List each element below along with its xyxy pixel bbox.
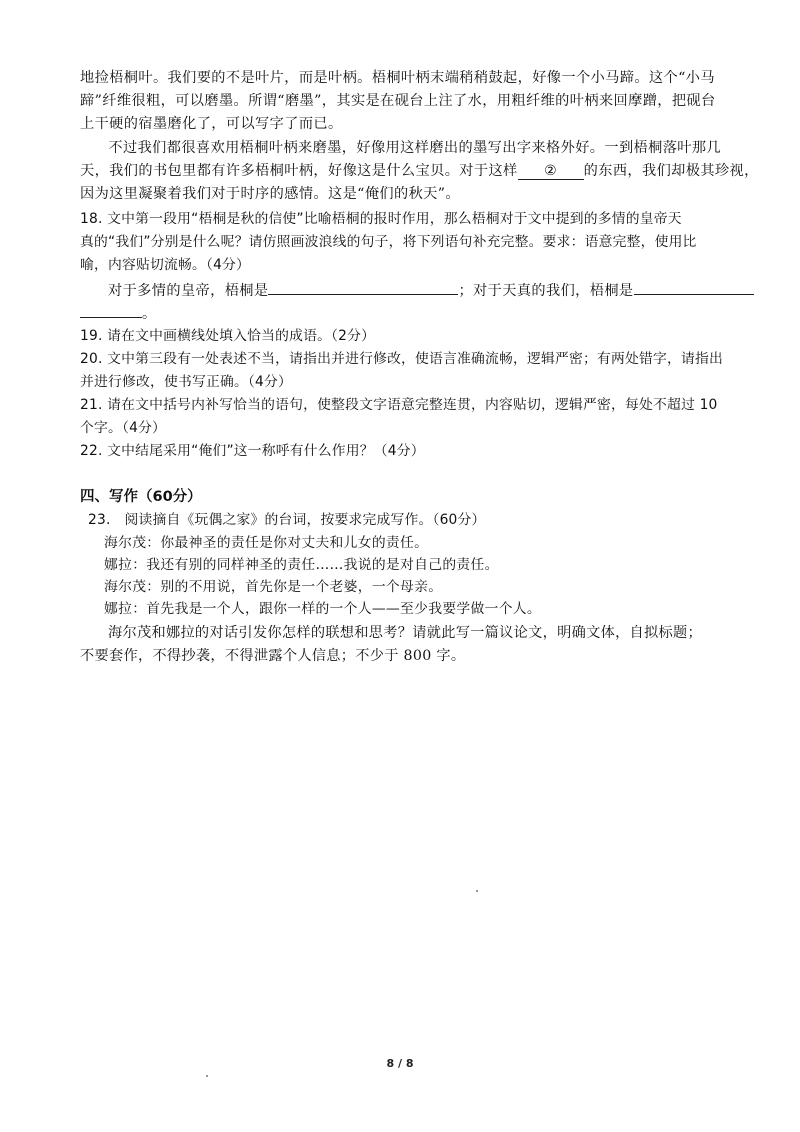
dialog-excerpt: [80, 532, 760, 620]
answer-continuation: [80, 303, 760, 326]
question-text: 个字。（4分）: [80, 420, 167, 436]
passage-line: 上干硬的宿墨磨化了，可以写字了而已。: [80, 116, 343, 132]
passage-line-with-blank: [80, 160, 760, 183]
page-number: 8 / 8: [386, 1057, 414, 1070]
answer-blank-b-cont[interactable]: [80, 303, 142, 318]
section-title: 四、写作（60分）: [80, 489, 202, 505]
question-19: [80, 325, 760, 348]
question-text: 真的“我们”分别是什么呢？请仿照画波浪线的句子，将下列语句补充完整。要求：语意完整，使用比: [80, 234, 697, 250]
question-text: 18. 文中第一段用“梧桐是秋的信使”比喻梧桐的报时作用，那么梧桐对于文中提到的多情的皇帝天: [80, 211, 682, 227]
passage-line: 蹄”纤维很粗，可以磨墨。所谓“磨墨”，其实是在砚台上注了水，用粗纤维的叶柄来回摩蹭，把砚台: [80, 93, 716, 109]
writing-section: [80, 486, 760, 509]
answer-blank-a[interactable]: [268, 280, 458, 295]
question-20: [80, 348, 760, 394]
dialog-line: 海尔茂：别的不用说，首先你是一个老婆，一个母亲。: [104, 579, 443, 595]
answer-period: 。: [142, 306, 157, 322]
passage-line: 因为这里凝聚着我们对于时序的感情。这是“俺们的秋天”。: [80, 186, 460, 202]
passage-line: 不过我们都很喜欢用梧桐叶柄来磨墨，好像用这样磨出的墨写出字来格外好。一到梧桐落叶那几: [108, 140, 722, 156]
question-text: 22. 文中结尾采用“俺们”这一称呼有什么作用？（4分）: [80, 443, 425, 459]
scan-speck: [476, 890, 478, 892]
answer-sentence: [80, 280, 760, 303]
question-21: [80, 394, 760, 440]
passage-text: 天，我们的书包里都有许多梧桐叶柄，好像这是什么宝贝。对于这样: [80, 163, 518, 179]
question-22: [80, 440, 760, 463]
answer-blank-b[interactable]: [634, 280, 754, 295]
passage-text: 的东西，我们却极其珍视，: [583, 163, 759, 179]
question-text: 并进行修改，使书写正确。（4分）: [80, 374, 293, 390]
passage-paragraph-1: [80, 67, 760, 136]
dialog-line: 娜拉：我还有别的同样神圣的责任……我说的是对自己的责任。: [104, 557, 499, 573]
passage-line: 地捡梧桐叶。我们要的不是叶片，而是叶柄。梧桐叶柄末端稍稍鼓起，好像一个小马蹄。这个“小马: [80, 70, 715, 86]
question-18: [80, 208, 760, 277]
question-text: 23. 阅读摘自《玩偶之家》的台词，按要求完成写作。（60分）: [88, 512, 486, 528]
dialog-line: 娜拉：首先我是一个人，跟你一样的一个人——至少我要学做一个人。: [104, 601, 542, 617]
dialog-line: 海尔茂：你最神圣的责任是你对丈夫和儿女的责任。: [104, 535, 429, 551]
question-text: 21. 请在文中括号内补写恰当的语句，使整段文字语意完整连贯，内容贴切，逻辑严密，每处不超过 10: [80, 397, 718, 413]
answer-prefix-a: 对于多情的皇帝，梧桐是: [108, 283, 269, 299]
question-text: 20. 文中第三段有一处表述不当，请指出并进行修改，使语言准确流畅，逻辑严密；有两处错字，请指出: [80, 351, 723, 367]
scan-speck: [206, 1075, 208, 1077]
writing-prompt: [80, 622, 760, 668]
question-23: [88, 509, 760, 532]
blank-marker: ②: [518, 163, 584, 180]
question-text: 喻，内容贴切流畅。（4分）: [80, 257, 251, 273]
answer-prefix-b: ；对于天真的我们，梧桐是: [458, 283, 634, 299]
prompt-line: 不要套作，不得抄袭，不得泄露个人信息；不少于 800 字。: [80, 648, 466, 664]
question-18-answer: [80, 280, 760, 326]
passage-paragraph-2: [80, 137, 760, 206]
prompt-line: 海尔茂和娜拉的对话引发你怎样的联想和思考？请就此写一篇议论文，明确文体，自拟标题；: [108, 625, 702, 641]
question-text: 19. 请在文中画横线处填入恰当的成语。（2分）: [80, 328, 376, 344]
